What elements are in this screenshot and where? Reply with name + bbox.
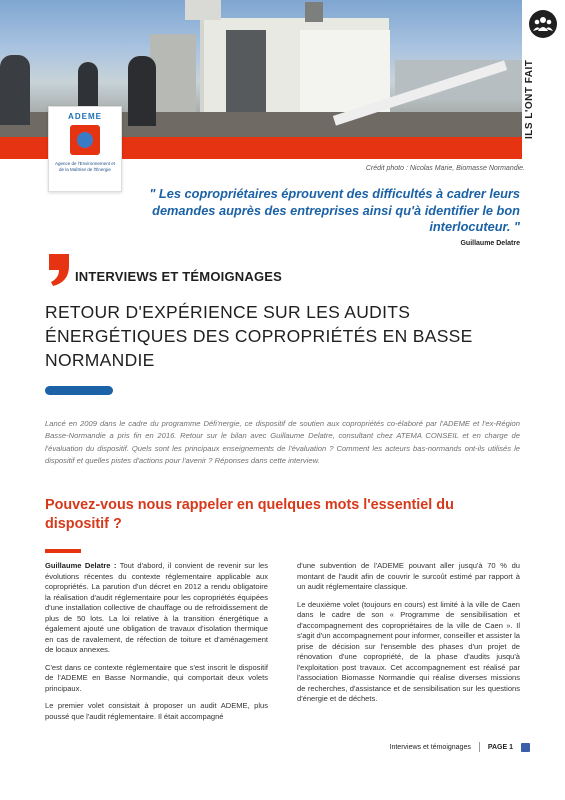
building-door: [226, 30, 266, 118]
page-footer: [390, 742, 530, 752]
logo-name: ADEME: [68, 112, 102, 121]
body-column-2: [297, 561, 520, 712]
person: [128, 56, 156, 126]
photo-credit: Crédit photo : Nicolas Marie, Biomasse Normandie.: [365, 165, 525, 172]
speaker-name: Guillaume Delatre :: [45, 561, 117, 570]
body-paragraph: d'une subvention de l'ADEME pouvant aller jusqu'à 70 % du montant de l'audit afin de couvrir le surcoût estimé par rapport à un audit réglementaire classique.: [297, 561, 520, 591]
quote-comma-icon: [45, 252, 73, 288]
body-paragraph: Le premier volet consistait à proposer un audit ADEME, plus poussé que l'audit réglementaire. Il était accompagné: [45, 701, 268, 721]
ventilation-unit: [150, 34, 196, 114]
person: [0, 55, 30, 125]
title-underline: [45, 386, 113, 395]
pull-quote: " Les copropriétaires éprouvent des difficultés à cadrer leurs demandes auprès des entreprises ainsi qu'à identifier le bon interlocuteur. ": [149, 186, 520, 234]
body-column-1: [45, 561, 268, 729]
body-paragraph: Guillaume Delatre : Tout d'abord, il convient de revenir sur les évolutions récentes du contexte réglementaire applicable aux copropriétés. La parution d'un décret en 2012 a rendu obligatoire la réalisation d'audit réglementaire pour les copropriétés équipées d'une installation collective de chauffage ou de refroidissement de plus de 50 lots. La loi relative à la transition énergétique a également ajouté une obligation de travaux d'isolation thermique en cas de ravalement, de réfection de toiture et d'aménagement de locaux annexes.: [45, 561, 268, 654]
people-group-icon: [529, 10, 557, 38]
article-title: RETOUR D'EXPÉRIENCE SUR LES AUDITS ÉNERGÉTIQUES DES COPROPRIÉTÉS EN BASSE NORMANDIE: [45, 302, 473, 370]
quote-author: Guillaume Delatre: [460, 240, 520, 247]
side-tab-label: ILS L'ONT FAIT: [524, 59, 535, 139]
question-underline: [45, 549, 81, 553]
body-paragraph: C'est dans ce contexte réglementaire que s'est inscrit le dispositif de l'ADEME en Basse Normandie, qui comportait deux volets principaux.: [45, 662, 268, 693]
chimney: [305, 2, 323, 22]
footer-section: Interviews et témoignages: [389, 743, 471, 751]
side-tab: [522, 0, 565, 160]
interview-question: Pouvez-vous nous rappeler en quelques mots l'essentiel du dispositif ?: [45, 497, 454, 532]
page-icon: [521, 743, 530, 752]
intro-paragraph: Lancé en 2009 dans le cadre du programme Défi'nergie, ce dispositif de soutien aux copropriétés co-élaboré par l'ADEME et l'ex-Région Basse-Normandie a pris fin en 2016. Retour sur le bilan avec Guillaume Delatre, consultant chez ATEMA CONSEIL et en charge de l'évaluation du dispositif. Quels sont les principaux enseignements de l'évaluation ? Comment les acteurs bas-normands ont-ils utilisés le dispositif et quelles pistes d'actions pour l'avenir ? Réponses dans cette interview.: [45, 419, 520, 465]
page-number: PAGE 1: [487, 743, 513, 751]
logo-mark: [70, 125, 100, 155]
roof-box: [185, 0, 221, 20]
ademe-logo: [48, 106, 122, 192]
section-label: INTERVIEWS ET TÉMOIGNAGES: [75, 269, 283, 284]
body-paragraph: Le deuxième volet (toujours en cours) est limité à la ville de Caen dans le cadre de son « Programme de sensibilisation et d'accompagnement des copropriétaires de la ville de Caen ». Il s'agit d'un accompagnement pour informer, conseiller et assister la prise de décision sur l'ensemble des phases d'un projet de rénovation d'une copropriété, de la phase d'audits jusqu'à l'exploitation post travaux. Cet accompagnement est réalisé par l'association Biomasse Normandie qui réalise diverses missions de recherches, d'assistance et de sensibilisation sur les questions d'énergie et de déchets.: [297, 599, 520, 703]
footer-divider: [479, 742, 480, 752]
logo-subtitle: Agence de l'Environnement et de la Maîtrise de l'Énergie: [55, 161, 115, 172]
